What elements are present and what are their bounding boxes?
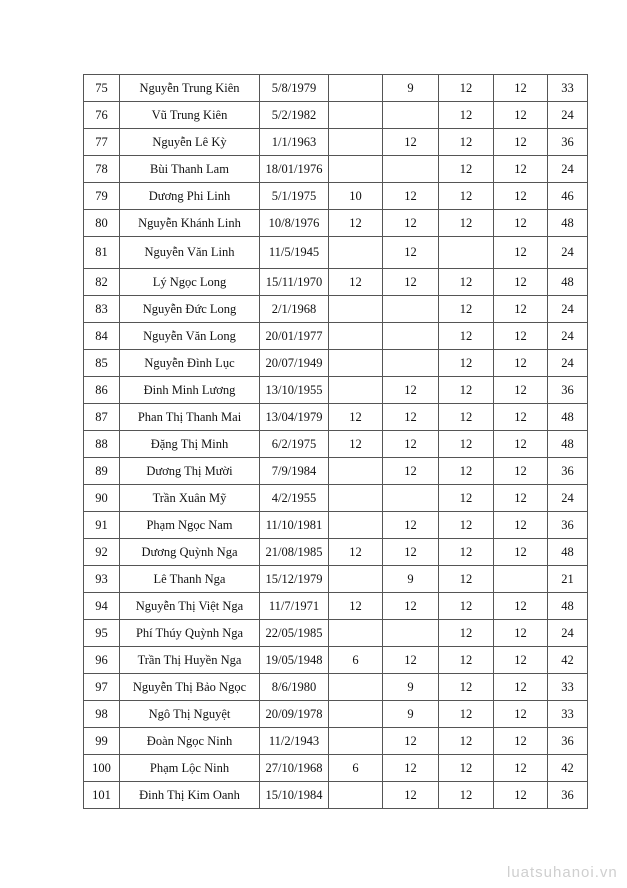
score-4-cell: 12 <box>494 350 548 377</box>
table-row <box>84 431 588 458</box>
table-row <box>84 512 588 539</box>
table-row <box>84 237 588 269</box>
score-4-cell: 12 <box>494 210 548 237</box>
score-3-cell: 12 <box>439 431 494 458</box>
row-number-cell: 99 <box>84 728 120 755</box>
score-2-cell: 12 <box>383 377 439 404</box>
total-score-cell: 33 <box>548 701 588 728</box>
score-1-cell: 6 <box>329 647 383 674</box>
total-score-cell: 24 <box>548 102 588 129</box>
score-1-cell <box>329 566 383 593</box>
table-row <box>84 269 588 296</box>
birth-date-cell: 18/01/1976 <box>260 156 329 183</box>
score-2-cell: 12 <box>383 512 439 539</box>
score-1-cell <box>329 75 383 102</box>
score-3-cell: 12 <box>439 183 494 210</box>
table-row <box>84 728 588 755</box>
score-2-cell: 12 <box>383 593 439 620</box>
row-number-cell: 94 <box>84 593 120 620</box>
score-1-cell: 12 <box>329 210 383 237</box>
score-4-cell: 12 <box>494 593 548 620</box>
score-4-cell: 12 <box>494 75 548 102</box>
score-2-cell: 12 <box>383 183 439 210</box>
full-name-cell: Dương Quỳnh Nga <box>120 539 260 566</box>
total-score-cell: 36 <box>548 458 588 485</box>
row-number-cell: 85 <box>84 350 120 377</box>
score-3-cell: 12 <box>439 377 494 404</box>
total-score-cell: 36 <box>548 728 588 755</box>
score-3-cell: 12 <box>439 458 494 485</box>
score-1-cell <box>329 350 383 377</box>
birth-date-cell: 2/1/1968 <box>260 296 329 323</box>
row-number-cell: 96 <box>84 647 120 674</box>
birth-date-cell: 11/2/1943 <box>260 728 329 755</box>
row-number-cell: 90 <box>84 485 120 512</box>
score-1-cell <box>329 156 383 183</box>
score-4-cell: 12 <box>494 701 548 728</box>
full-name-cell: Nguyễn Văn Linh <box>120 237 260 269</box>
full-name-cell: Trần Xuân Mỹ <box>120 485 260 512</box>
total-score-cell: 48 <box>548 269 588 296</box>
score-3-cell: 12 <box>439 210 494 237</box>
score-2-cell: 12 <box>383 210 439 237</box>
full-name-cell: Nguyễn Đức Long <box>120 296 260 323</box>
full-name-cell: Nguyễn Đình Lục <box>120 350 260 377</box>
score-3-cell: 12 <box>439 485 494 512</box>
score-2-cell: 12 <box>383 431 439 458</box>
table-row <box>84 183 588 210</box>
table-row <box>84 377 588 404</box>
score-3-cell: 12 <box>439 512 494 539</box>
score-4-cell <box>494 566 548 593</box>
score-3-cell: 12 <box>439 674 494 701</box>
birth-date-cell: 27/10/1968 <box>260 755 329 782</box>
score-2-cell <box>383 323 439 350</box>
birth-date-cell: 22/05/1985 <box>260 620 329 647</box>
score-3-cell: 12 <box>439 350 494 377</box>
score-3-cell: 12 <box>439 755 494 782</box>
score-3-cell: 12 <box>439 728 494 755</box>
score-4-cell: 12 <box>494 782 548 809</box>
birth-date-cell: 7/9/1984 <box>260 458 329 485</box>
score-1-cell <box>329 458 383 485</box>
row-number-cell: 89 <box>84 458 120 485</box>
score-3-cell: 12 <box>439 129 494 156</box>
row-number-cell: 84 <box>84 323 120 350</box>
table-row <box>84 674 588 701</box>
full-name-cell: Lê Thanh Nga <box>120 566 260 593</box>
table-row <box>84 75 588 102</box>
birth-date-cell: 10/8/1976 <box>260 210 329 237</box>
table-row <box>84 485 588 512</box>
row-number-cell: 93 <box>84 566 120 593</box>
score-2-cell <box>383 102 439 129</box>
birth-date-cell: 4/2/1955 <box>260 485 329 512</box>
score-4-cell: 12 <box>494 539 548 566</box>
total-score-cell: 21 <box>548 566 588 593</box>
score-3-cell: 12 <box>439 539 494 566</box>
score-3-cell: 12 <box>439 296 494 323</box>
score-3-cell: 12 <box>439 269 494 296</box>
birth-date-cell: 20/07/1949 <box>260 350 329 377</box>
score-3-cell: 12 <box>439 701 494 728</box>
table-row <box>84 210 588 237</box>
total-score-cell: 36 <box>548 377 588 404</box>
row-number-cell: 82 <box>84 269 120 296</box>
score-1-cell <box>329 377 383 404</box>
full-name-cell: Lý Ngọc Long <box>120 269 260 296</box>
full-name-cell: Dương Phi Linh <box>120 183 260 210</box>
score-1-cell <box>329 701 383 728</box>
score-2-cell <box>383 350 439 377</box>
table-row <box>84 129 588 156</box>
row-number-cell: 76 <box>84 102 120 129</box>
full-name-cell: Vũ Trung Kiên <box>120 102 260 129</box>
total-score-cell: 33 <box>548 674 588 701</box>
score-1-cell <box>329 323 383 350</box>
total-score-cell: 24 <box>548 323 588 350</box>
full-name-cell: Dương Thị Mười <box>120 458 260 485</box>
row-number-cell: 100 <box>84 755 120 782</box>
score-4-cell: 12 <box>494 156 548 183</box>
score-1-cell <box>329 728 383 755</box>
row-number-cell: 86 <box>84 377 120 404</box>
table-row <box>84 647 588 674</box>
row-number-cell: 92 <box>84 539 120 566</box>
score-1-cell: 12 <box>329 404 383 431</box>
full-name-cell: Đinh Thị Kim Oanh <box>120 782 260 809</box>
table-row <box>84 404 588 431</box>
table-row <box>84 566 588 593</box>
full-name-cell: Nguyễn Lê Kỳ <box>120 129 260 156</box>
score-2-cell: 12 <box>383 647 439 674</box>
row-number-cell: 83 <box>84 296 120 323</box>
score-1-cell <box>329 620 383 647</box>
member-table <box>83 74 588 809</box>
score-2-cell: 12 <box>383 755 439 782</box>
total-score-cell: 24 <box>548 485 588 512</box>
birth-date-cell: 15/11/1970 <box>260 269 329 296</box>
table-row <box>84 593 588 620</box>
birth-date-cell: 11/10/1981 <box>260 512 329 539</box>
table-row <box>84 782 588 809</box>
row-number-cell: 88 <box>84 431 120 458</box>
score-1-cell: 12 <box>329 593 383 620</box>
score-2-cell: 9 <box>383 75 439 102</box>
birth-date-cell: 1/1/1963 <box>260 129 329 156</box>
score-4-cell: 12 <box>494 620 548 647</box>
total-score-cell: 48 <box>548 404 588 431</box>
score-4-cell: 12 <box>494 183 548 210</box>
row-number-cell: 101 <box>84 782 120 809</box>
birth-date-cell: 11/7/1971 <box>260 593 329 620</box>
table-row <box>84 701 588 728</box>
full-name-cell: Trần Thị Huyền Nga <box>120 647 260 674</box>
full-name-cell: Phạm Lộc Ninh <box>120 755 260 782</box>
total-score-cell: 24 <box>548 237 588 269</box>
score-1-cell <box>329 129 383 156</box>
full-name-cell: Phạm Ngọc Nam <box>120 512 260 539</box>
birth-date-cell: 5/8/1979 <box>260 75 329 102</box>
row-number-cell: 80 <box>84 210 120 237</box>
score-2-cell: 12 <box>383 458 439 485</box>
score-4-cell: 12 <box>494 674 548 701</box>
score-2-cell: 12 <box>383 728 439 755</box>
score-3-cell: 12 <box>439 647 494 674</box>
full-name-cell: Nguyễn Thị Việt Nga <box>120 593 260 620</box>
birth-date-cell: 20/09/1978 <box>260 701 329 728</box>
score-4-cell: 12 <box>494 485 548 512</box>
score-2-cell: 9 <box>383 566 439 593</box>
score-2-cell <box>383 296 439 323</box>
score-1-cell: 12 <box>329 539 383 566</box>
score-2-cell: 12 <box>383 237 439 269</box>
table-row <box>84 539 588 566</box>
total-score-cell: 48 <box>548 431 588 458</box>
table-body <box>84 75 588 809</box>
score-2-cell: 12 <box>383 129 439 156</box>
table-row <box>84 296 588 323</box>
score-3-cell: 12 <box>439 75 494 102</box>
score-4-cell: 12 <box>494 458 548 485</box>
table-row <box>84 620 588 647</box>
full-name-cell: Bùi Thanh Lam <box>120 156 260 183</box>
score-4-cell: 12 <box>494 129 548 156</box>
score-4-cell: 12 <box>494 431 548 458</box>
birth-date-cell: 5/1/1975 <box>260 183 329 210</box>
table-row <box>84 156 588 183</box>
total-score-cell: 24 <box>548 156 588 183</box>
total-score-cell: 24 <box>548 350 588 377</box>
total-score-cell: 24 <box>548 620 588 647</box>
table-row <box>84 102 588 129</box>
score-2-cell: 12 <box>383 404 439 431</box>
score-4-cell: 12 <box>494 728 548 755</box>
row-number-cell: 75 <box>84 75 120 102</box>
score-2-cell <box>383 485 439 512</box>
full-name-cell: Nguyễn Thị Bảo Ngọc <box>120 674 260 701</box>
score-3-cell: 12 <box>439 156 494 183</box>
score-3-cell: 12 <box>439 323 494 350</box>
row-number-cell: 78 <box>84 156 120 183</box>
total-score-cell: 46 <box>548 183 588 210</box>
birth-date-cell: 20/01/1977 <box>260 323 329 350</box>
birth-date-cell: 13/10/1955 <box>260 377 329 404</box>
score-1-cell <box>329 512 383 539</box>
full-name-cell: Phí Thúy Quỳnh Nga <box>120 620 260 647</box>
score-4-cell: 12 <box>494 755 548 782</box>
row-number-cell: 77 <box>84 129 120 156</box>
birth-date-cell: 5/2/1982 <box>260 102 329 129</box>
birth-date-cell: 13/04/1979 <box>260 404 329 431</box>
score-3-cell: 12 <box>439 593 494 620</box>
row-number-cell: 87 <box>84 404 120 431</box>
full-name-cell: Nguyễn Khánh Linh <box>120 210 260 237</box>
score-2-cell: 9 <box>383 701 439 728</box>
score-1-cell: 12 <box>329 431 383 458</box>
birth-date-cell: 15/12/1979 <box>260 566 329 593</box>
score-4-cell: 12 <box>494 296 548 323</box>
total-score-cell: 48 <box>548 210 588 237</box>
full-name-cell: Nguyễn Trung Kiên <box>120 75 260 102</box>
table-row <box>84 323 588 350</box>
score-2-cell <box>383 620 439 647</box>
table-row <box>84 458 588 485</box>
birth-date-cell: 15/10/1984 <box>260 782 329 809</box>
score-1-cell: 12 <box>329 269 383 296</box>
total-score-cell: 42 <box>548 647 588 674</box>
score-1-cell <box>329 102 383 129</box>
full-name-cell: Nguyễn Văn Long <box>120 323 260 350</box>
birth-date-cell: 6/2/1975 <box>260 431 329 458</box>
total-score-cell: 48 <box>548 539 588 566</box>
birth-date-cell: 19/05/1948 <box>260 647 329 674</box>
table-row <box>84 755 588 782</box>
score-3-cell: 12 <box>439 404 494 431</box>
total-score-cell: 36 <box>548 129 588 156</box>
score-3-cell: 12 <box>439 620 494 647</box>
score-4-cell: 12 <box>494 512 548 539</box>
row-number-cell: 81 <box>84 237 120 269</box>
full-name-cell: Phan Thị Thanh Mai <box>120 404 260 431</box>
score-4-cell: 12 <box>494 404 548 431</box>
score-4-cell: 12 <box>494 647 548 674</box>
score-2-cell <box>383 156 439 183</box>
score-2-cell: 9 <box>383 674 439 701</box>
score-1-cell <box>329 674 383 701</box>
score-2-cell: 12 <box>383 782 439 809</box>
row-number-cell: 95 <box>84 620 120 647</box>
score-2-cell: 12 <box>383 539 439 566</box>
score-3-cell <box>439 237 494 269</box>
table-row <box>84 350 588 377</box>
score-3-cell: 12 <box>439 102 494 129</box>
score-4-cell: 12 <box>494 102 548 129</box>
full-name-cell: Đoàn Ngọc Ninh <box>120 728 260 755</box>
score-4-cell: 12 <box>494 377 548 404</box>
total-score-cell: 36 <box>548 512 588 539</box>
row-number-cell: 97 <box>84 674 120 701</box>
score-4-cell: 12 <box>494 269 548 296</box>
score-4-cell: 12 <box>494 323 548 350</box>
score-4-cell: 12 <box>494 237 548 269</box>
full-name-cell: Ngô Thị Nguyệt <box>120 701 260 728</box>
total-score-cell: 36 <box>548 782 588 809</box>
score-3-cell: 12 <box>439 782 494 809</box>
full-name-cell: Đinh Minh Lương <box>120 377 260 404</box>
birth-date-cell: 11/5/1945 <box>260 237 329 269</box>
row-number-cell: 98 <box>84 701 120 728</box>
score-2-cell: 12 <box>383 269 439 296</box>
score-1-cell: 6 <box>329 755 383 782</box>
birth-date-cell: 8/6/1980 <box>260 674 329 701</box>
score-1-cell <box>329 782 383 809</box>
score-1-cell <box>329 237 383 269</box>
watermark-text: luatsuhanoi.vn <box>507 864 618 881</box>
score-1-cell: 10 <box>329 183 383 210</box>
total-score-cell: 33 <box>548 75 588 102</box>
row-number-cell: 91 <box>84 512 120 539</box>
total-score-cell: 42 <box>548 755 588 782</box>
total-score-cell: 48 <box>548 593 588 620</box>
score-3-cell: 12 <box>439 566 494 593</box>
full-name-cell: Đặng Thị Minh <box>120 431 260 458</box>
total-score-cell: 24 <box>548 296 588 323</box>
score-1-cell <box>329 296 383 323</box>
score-1-cell <box>329 485 383 512</box>
row-number-cell: 79 <box>84 183 120 210</box>
birth-date-cell: 21/08/1985 <box>260 539 329 566</box>
